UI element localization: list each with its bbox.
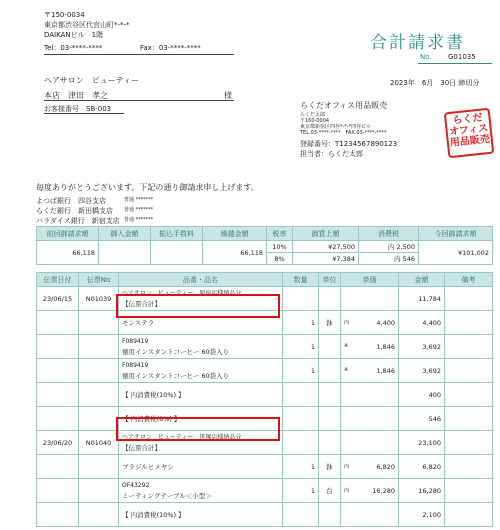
detail-qty: [283, 503, 319, 527]
recipient-company: ヘアサロン ビューティー: [44, 76, 140, 85]
detail-unit: [319, 431, 341, 455]
detail-qty: 1: [283, 359, 319, 383]
item-name: 【伝票合計】: [122, 299, 161, 308]
bank-name-1: よつば銀行 四谷支店: [36, 197, 106, 205]
highlight-box: [116, 294, 280, 318]
recipient-honorific: 様: [224, 91, 232, 100]
detail-voucher-no: [79, 311, 119, 335]
item-name: 【伝票合計】: [122, 443, 161, 452]
company-seal: らくだ オフィス 用品販売: [444, 108, 495, 159]
detail-item: [119, 359, 283, 383]
tax-mark: ※: [344, 366, 349, 373]
item-code: OF43292: [122, 481, 150, 489]
detail-voucher-no: [79, 335, 119, 359]
detail-date: [37, 359, 79, 383]
recipient-fax: Fax：03-****-****: [140, 44, 201, 52]
bank-name-2: らくだ銀行 新田橋支店: [36, 207, 113, 215]
document-title: 合計請求書: [370, 33, 465, 53]
detail-note: [445, 407, 493, 431]
issuer-line-2: 〒160-0004: [300, 118, 330, 124]
detail-note: [445, 383, 493, 407]
item-code: ヘアサロン ビューティー 原宿店様納品分: [122, 289, 242, 297]
table-row: [37, 479, 493, 503]
summary-header: 繰越金額: [203, 227, 267, 241]
summary-header: 振込手数料: [151, 227, 203, 241]
item-name: ミーティングテーブル＜小型＞: [122, 491, 212, 500]
item-name: 【 内消費税(8%) 】: [122, 414, 181, 423]
detail-item: [119, 455, 283, 479]
detail-voucher-no: [79, 455, 119, 479]
closing-date: 2023年 6月 30日 締切分: [390, 79, 480, 87]
detail-voucher-no: [79, 407, 119, 431]
recipient-address2: DAIKANビル 1階: [44, 31, 104, 39]
summary-header: 消費税: [359, 227, 419, 241]
detail-unit: [319, 359, 341, 383]
detail-voucher-no: [79, 479, 119, 503]
detail-amount: 4,400: [399, 311, 445, 335]
summary-header: 御入金額: [99, 227, 151, 241]
item-name: モンステラ: [122, 318, 155, 327]
table-row: [37, 383, 493, 407]
bank-name-3: パラダイス銀行 新宿支店: [36, 217, 120, 225]
recipient-person: 本店 津田 孝之: [44, 91, 108, 100]
detail-header: 伝票日付: [37, 273, 79, 287]
detail-amount: 3,692: [399, 335, 445, 359]
total-amount: ¥101,002: [419, 241, 493, 265]
detail-unit: 鉢: [319, 311, 341, 335]
issuer-line-4: TEL.03-****-**** FAX.03-****-****: [300, 130, 387, 136]
item-name: 【 内消費税(10%) 】: [122, 510, 185, 519]
detail-qty: [283, 287, 319, 311]
tax-mark: 内: [344, 487, 350, 494]
detail-date: [37, 503, 79, 527]
issuer-line-1: らくだ太郎: [300, 112, 326, 118]
detail-header: 単位: [319, 273, 341, 287]
recipient-postal: 〒150-0034: [44, 11, 85, 19]
detail-price: [341, 407, 399, 431]
detail-voucher-no: [79, 359, 119, 383]
detail-header: 金額: [399, 273, 445, 287]
tax-mark: 内: [344, 463, 350, 470]
tax-rate: 10%: [267, 241, 293, 253]
detail-note: [445, 431, 493, 455]
recipient-tel: Tel：03-****-****: [44, 44, 103, 52]
payment-amount: [99, 241, 151, 265]
bank-account-2: 普通 *******: [124, 207, 154, 213]
summary-header: 今回御請求額: [419, 227, 493, 241]
tax-amount: 内 546: [359, 253, 419, 265]
document-number-label: No.: [420, 53, 432, 61]
detail-header: 単価: [341, 273, 399, 287]
detail-date: [37, 407, 79, 431]
detail-unit: [319, 407, 341, 431]
summary-header: 御買上額: [293, 227, 359, 241]
detail-amount: 11,784: [399, 287, 445, 311]
detail-note: [445, 311, 493, 335]
detail-price: [341, 431, 399, 455]
detail-header: 品番・品名: [119, 273, 283, 287]
highlight-box: [116, 417, 280, 441]
detail-amount: 6,820: [399, 455, 445, 479]
table-row: [37, 359, 493, 383]
issuer-line-3: 東京都新宿区四谷*-*-*四谷ビル: [300, 124, 372, 130]
detail-note: [445, 455, 493, 479]
item-name: ブラジルヒメヤシ: [122, 462, 174, 471]
detail-date: [37, 455, 79, 479]
item-name: 【 内消費税(10%) 】: [122, 390, 185, 399]
detail-note: [445, 503, 493, 527]
detail-qty: 1: [283, 335, 319, 359]
detail-voucher-no: N01039: [79, 287, 119, 311]
detail-unit: 台: [319, 479, 341, 503]
detail-voucher-no: [79, 383, 119, 407]
detail-qty: 1: [283, 311, 319, 335]
detail-date: [37, 479, 79, 503]
tax-amount: 内 2,500: [359, 241, 419, 253]
item-name: 徳用インスタントコーヒー 60袋入り: [122, 347, 230, 356]
issuer-staff: 担当者：らくだ太郎: [300, 150, 363, 158]
detail-item: [119, 383, 283, 407]
tax-mark: 内: [344, 319, 350, 326]
purchase-amount: ¥7,384: [293, 253, 359, 265]
detail-unit: [319, 287, 341, 311]
detail-note: [445, 359, 493, 383]
item-code: F089419: [122, 361, 149, 369]
detail-price: 内 6,820: [341, 455, 399, 479]
tax-rate: 8%: [267, 253, 293, 265]
summary-header: 前回御請求額: [37, 227, 99, 241]
detail-date: 23/06/20: [37, 431, 79, 455]
detail-note: [445, 479, 493, 503]
detail-unit: [319, 335, 341, 359]
tax-mark: ※: [344, 342, 349, 349]
detail-voucher-no: [79, 503, 119, 527]
detail-price: [341, 503, 399, 527]
detail-price: ※ 1,846: [341, 335, 399, 359]
detail-qty: 1: [283, 455, 319, 479]
summary-header: 税率: [267, 227, 293, 241]
fee-amount: [151, 241, 203, 265]
detail-amount: 3,692: [399, 359, 445, 383]
previous-amount: 66,118: [37, 241, 99, 265]
customer-number: お客様番号 SB-003: [44, 105, 112, 113]
detail-price: ※ 1,846: [341, 359, 399, 383]
document-number: G01035: [448, 53, 476, 61]
detail-item: [119, 479, 283, 503]
table-row: [37, 503, 493, 527]
issuer-registration: 登録番号：T1234567890123: [300, 140, 398, 148]
bank-account-3: 普通 *******: [124, 217, 154, 223]
detail-unit: 鉢: [319, 455, 341, 479]
item-code: F089419: [122, 337, 149, 345]
item-name: 徳用インスタントコーヒー 60袋入り: [122, 371, 230, 380]
table-row: [37, 455, 493, 479]
detail-amount: 400: [399, 383, 445, 407]
detail-amount: 16,280: [399, 479, 445, 503]
summary-table: [36, 226, 493, 265]
detail-voucher-no: N01040: [79, 431, 119, 455]
detail-amount: 546: [399, 407, 445, 431]
detail-header: 伝票No: [79, 273, 119, 287]
detail-qty: [283, 431, 319, 455]
table-row: [37, 335, 493, 359]
detail-unit: [319, 383, 341, 407]
item-code: ヘアサロン ビューティー 笹塚店様納品分: [122, 433, 242, 441]
detail-date: [37, 383, 79, 407]
detail-item: [119, 335, 283, 359]
detail-price: [341, 287, 399, 311]
greeting-text: 毎度ありがとうございます。下記の通り御請求申し上げます。: [36, 183, 259, 192]
detail-price: [341, 383, 399, 407]
detail-amount: 23,100: [399, 431, 445, 455]
detail-date: 23/06/15: [37, 287, 79, 311]
detail-unit: [319, 503, 341, 527]
issuer-company: らくだオフィス用品販売: [300, 101, 388, 110]
detail-note: [445, 287, 493, 311]
purchase-amount: ¥27,500: [293, 241, 359, 253]
detail-item: [119, 503, 283, 527]
detail-price: 内 16,280: [341, 479, 399, 503]
detail-qty: [283, 407, 319, 431]
detail-header: 備考: [445, 273, 493, 287]
recipient-address1: 東京都渋谷区代官山町*-*-*: [44, 21, 130, 29]
detail-amount: 2,100: [399, 503, 445, 527]
detail-qty: [283, 383, 319, 407]
detail-note: [445, 335, 493, 359]
detail-price: 内 4,400: [341, 311, 399, 335]
detail-header: 数量: [283, 273, 319, 287]
detail-date: [37, 335, 79, 359]
carryover-amount: 66,118: [203, 241, 267, 265]
detail-date: [37, 311, 79, 335]
bank-account-1: 普通 *******: [124, 197, 154, 203]
detail-qty: 1: [283, 479, 319, 503]
